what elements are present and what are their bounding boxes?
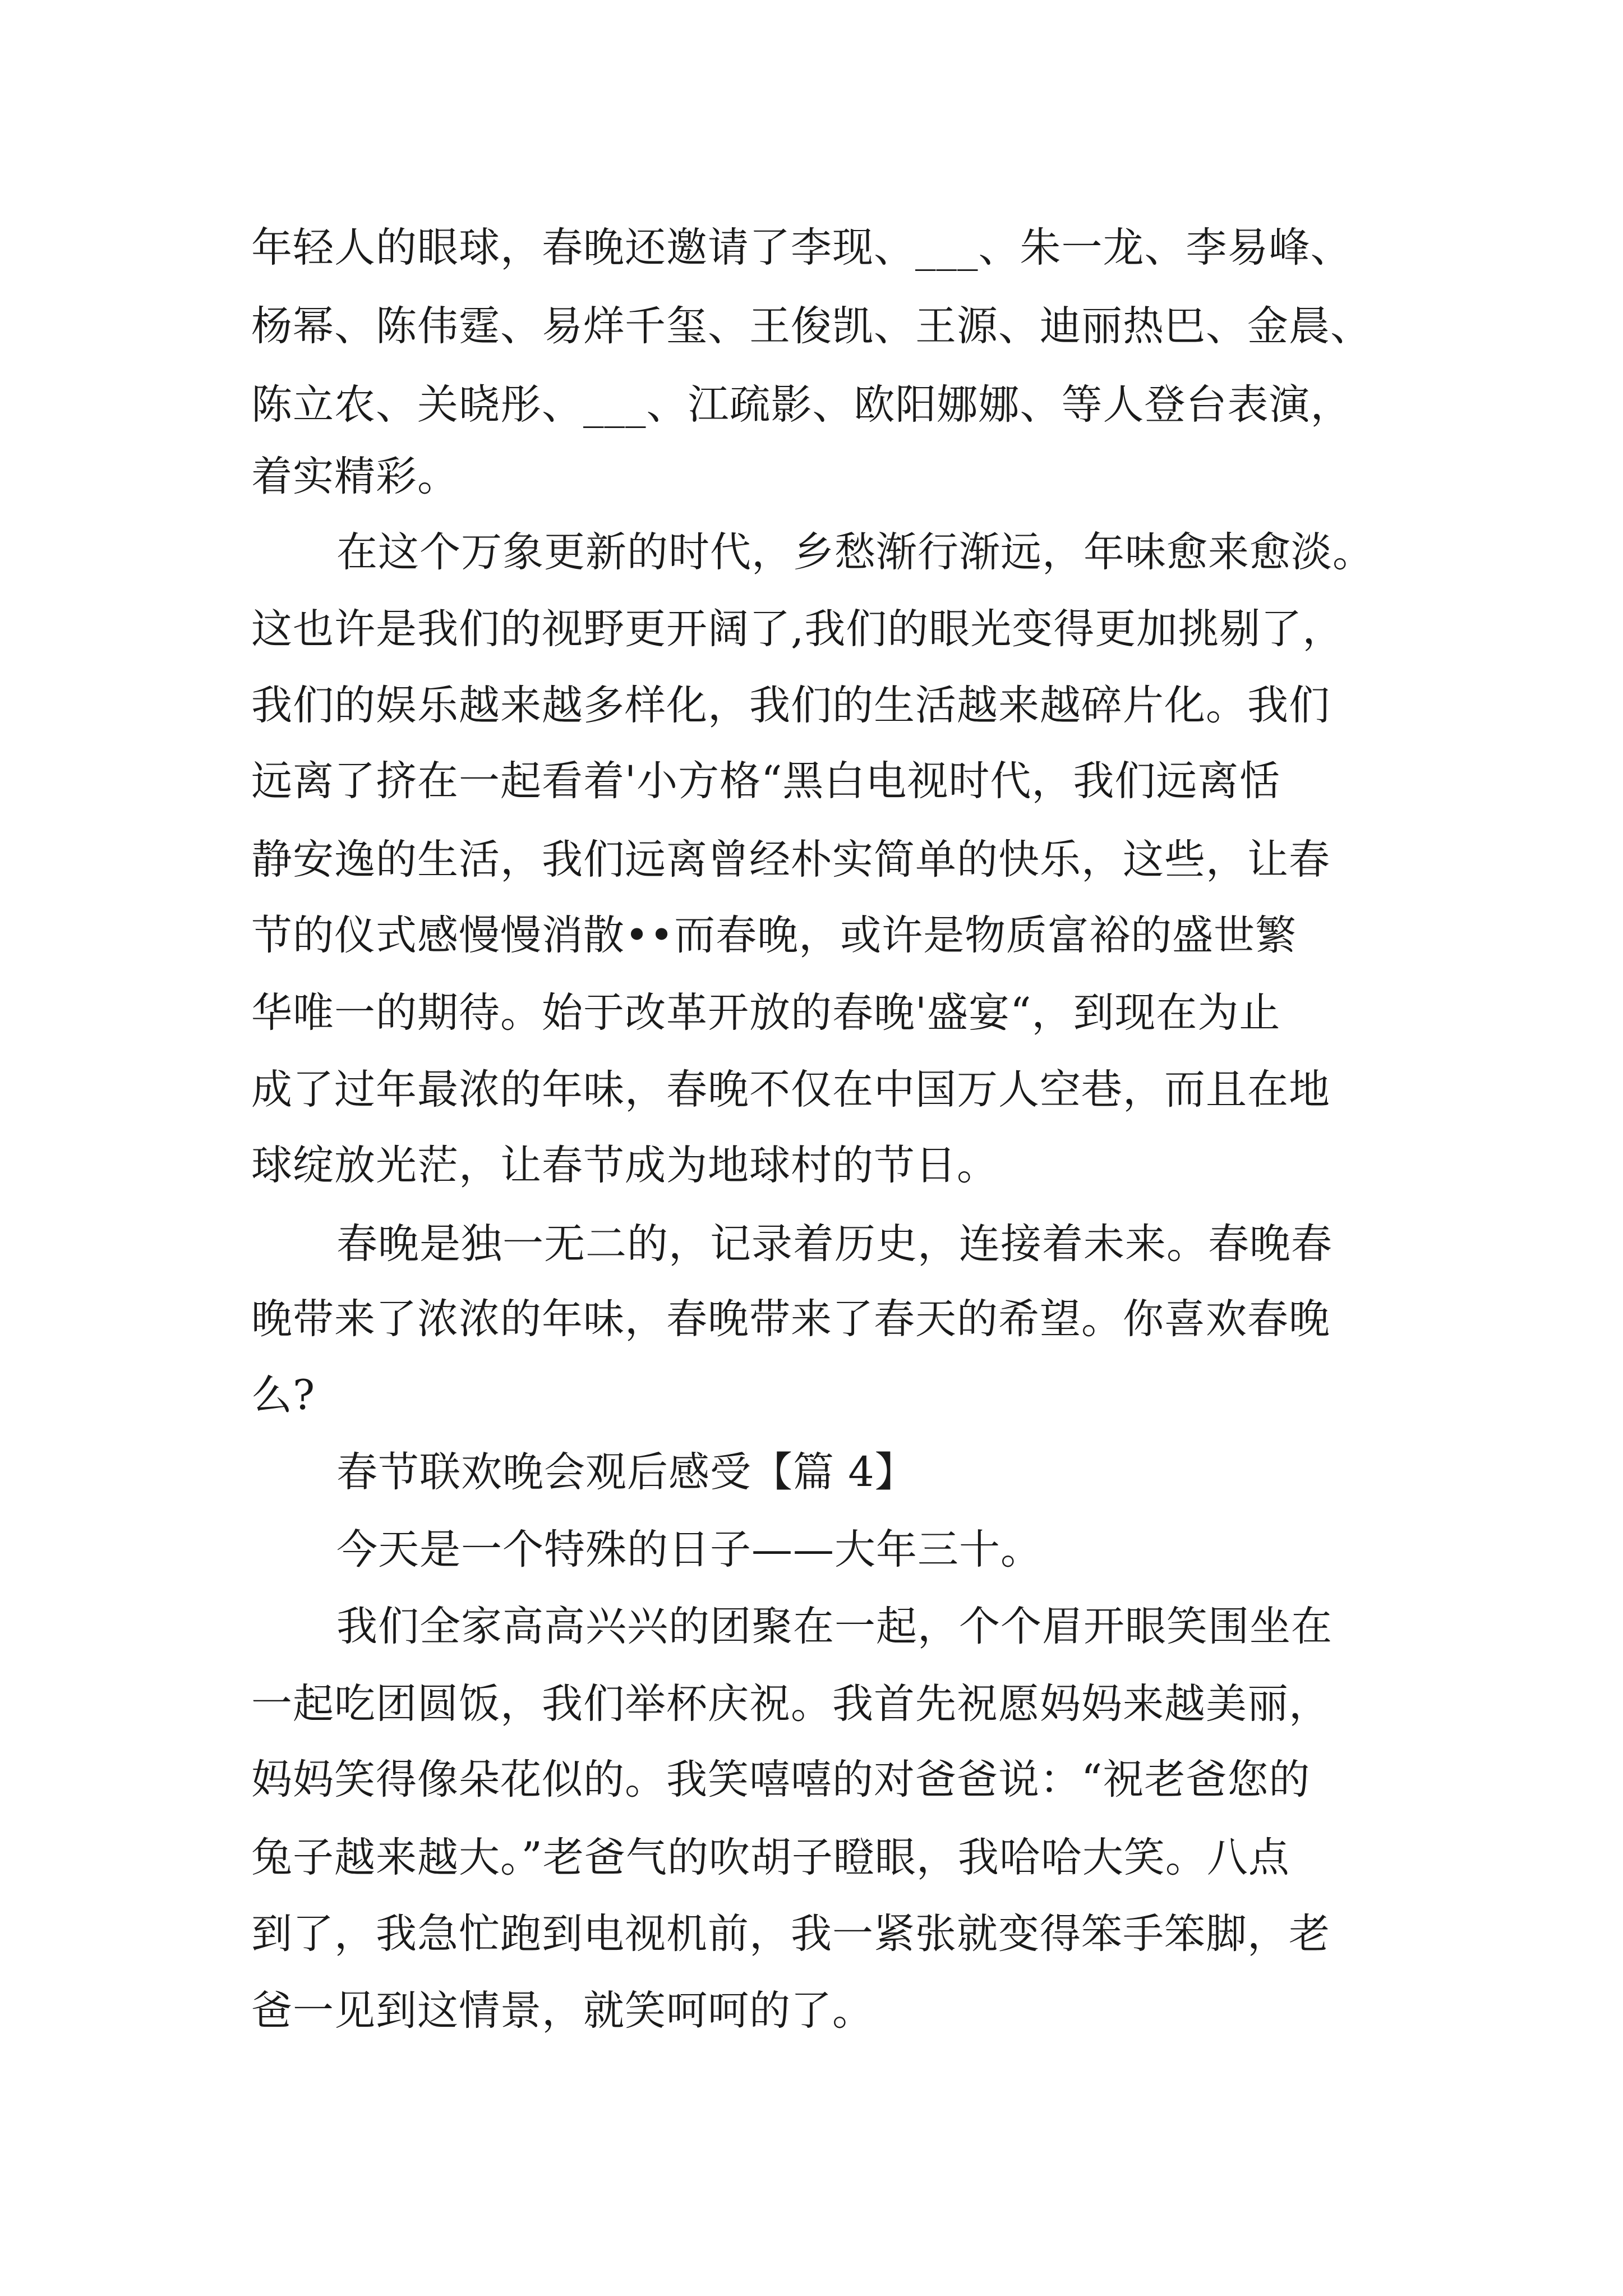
text-line: 春晚是独一无二的，记录着历史，连接着未来。春晚春 [336,1220,1332,1268]
text-line: 成了过年最浓的年味，春晚不仅在中国万人空巷，而且在地 [251,1066,1330,1114]
text-line: 我们的娱乐越来越多样化，我们的生活越来越碎片化。我们 [251,682,1330,729]
text-line: 在这个万象更新的时代，乡愁渐行渐远，年味愈来愈淡。 [336,528,1374,576]
text-line: 着实精彩。 [251,453,459,500]
text-line: 我们全家高高兴兴的团聚在一起，个个眉开眼笑围坐在 [336,1603,1332,1650]
text-line: 这也许是我们的视野更开阔了,我们的眼光变得更加挑剔了， [251,605,1344,653]
text-line: 节的仪式感慢慢消散••而春晚，或许是物质富裕的盛世繁 [251,912,1297,959]
text-line: 陈立农、关晓彤、___、江疏影、欧阳娜娜、等人登台表演， [251,381,1352,429]
text-line: 年轻人的眼球，春晚还邀请了李现、___、朱一龙、李易峰、 [251,224,1352,272]
section-heading: 春节联欢晚会观后感受【篇 4】 [336,1448,916,1496]
text-line: 球绽放光茫，让春节成为地球村的节日。 [251,1142,998,1189]
text-line: 远离了挤在一起看着'小方格“黑白电视时代，我们远离恬 [251,757,1281,805]
text-line: 杨幂、陈伟霆、易烊千玺、王俊凯、王源、迪丽热巴、金晨、 [251,302,1372,350]
text-line: 今天是一个特殊的日子——大年三十。 [336,1526,1042,1573]
text-line: 爸一见到这情景，就笑呵呵的了。 [251,1987,874,2035]
text-line: 到了，我急忙跑到电视机前，我一紧张就变得笨手笨脚，老 [251,1910,1330,1958]
text-line: 兔子越来越大。”老爸气的吹胡子瞪眼，我哈哈大笑。八点 [251,1834,1290,1881]
text-line: 么? [251,1372,316,1419]
text-line: 静安逸的生活，我们远离曾经朴实简单的快乐，这些，让春 [251,836,1330,884]
text-line: 晚带来了浓浓的年味，春晚带来了春天的希望。你喜欢春晚 [251,1295,1330,1343]
text-line: 一起吃团圆饭，我们举杯庆祝。我首先祝愿妈妈来越美丽， [251,1680,1330,1728]
text-line: 妈妈笑得像朵花似的。我笑嘻嘻的对爸爸说：“祝老爸您的 [251,1756,1311,1803]
text-line: 华唯一的期待。始于改革开放的春晚'盛宴“，到现在为止 [251,989,1281,1037]
